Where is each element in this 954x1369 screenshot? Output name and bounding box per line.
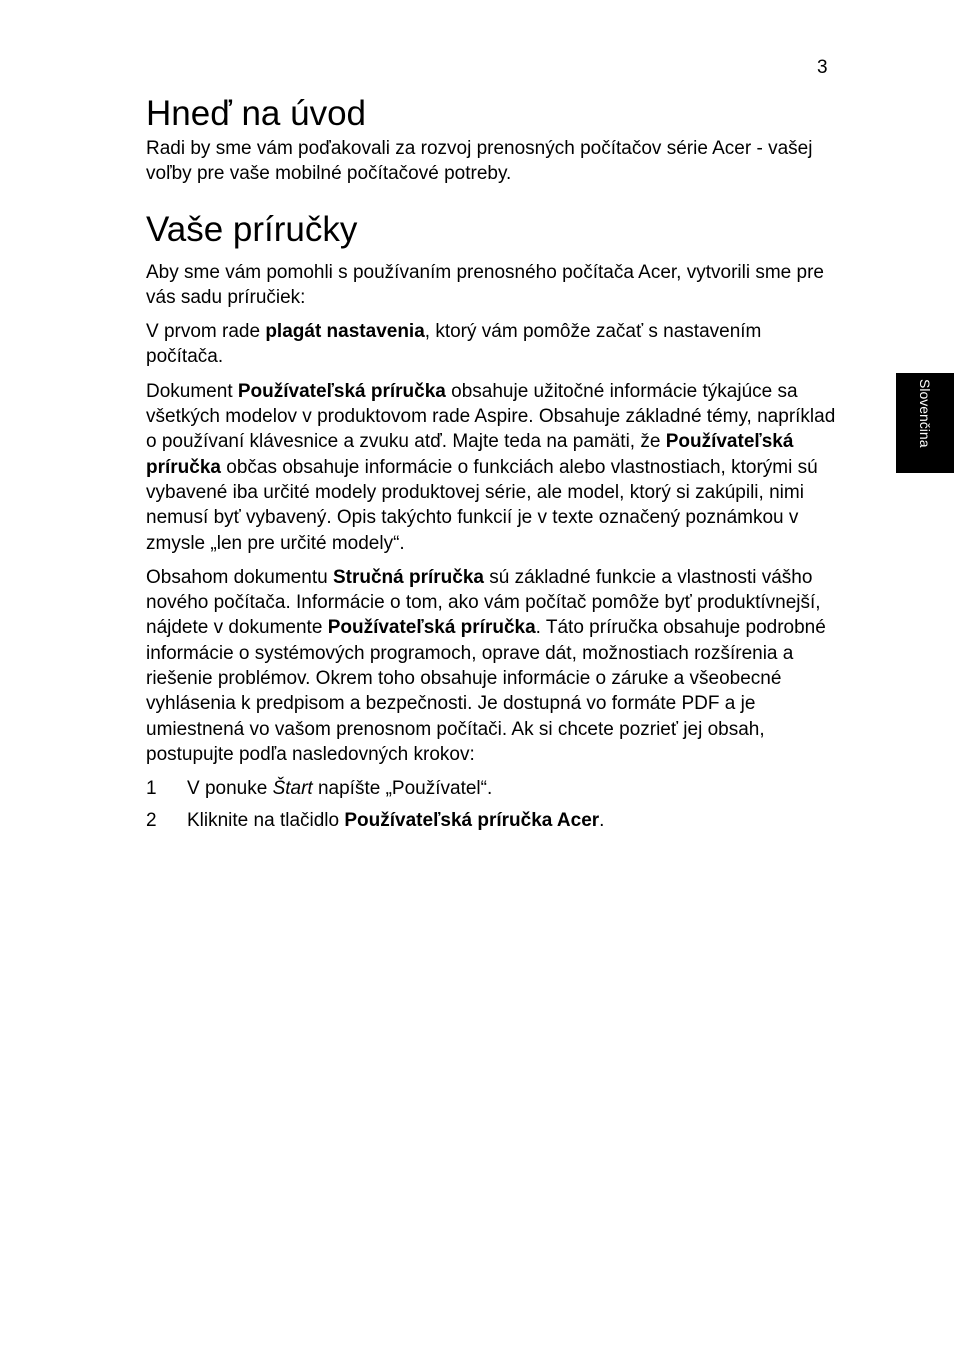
steps-list <box>146 776 836 833</box>
text-run: . <box>599 810 605 832</box>
guides-paragraph-4 <box>146 565 836 767</box>
bold-term-user-guide: Používateľská príručka <box>146 431 794 478</box>
bold-term-setup-poster: plagát nastavenia <box>265 321 425 343</box>
text-run: . Táto príručka obsahuje podrobné informácie o systémových programoch, oprave dát, možnostiach rozšírenia a riešenie problémov. Okrem toho obsahuje informácie o záruke a všeobecné vyhlásenia k predpisom a bezpečnosti. Je dostupná vo formáte PDF a je umiestnená vo vašom prenosnom počítači. Ak si chcete pozrieť jej obsah, postupujte podľa nasledovných krokov: <box>146 617 826 765</box>
text-run: V prvom rade <box>146 321 266 343</box>
text-run: Kliknite na tlačidlo <box>187 810 345 832</box>
text-run: občas obsahuje informácie o funkciách alebo vlastnostiach, ktorými sú vybavené iba určité modely produktovej série, ale model, ktorý si zakúpili, nimi nemusí byť vybavený. Opis takýchto funkcií je v texte označený poznámkou v zmysle „len pre určité modely“. <box>146 456 818 554</box>
section-title-guides: Vaše príručky <box>146 209 358 249</box>
step-text <box>187 808 604 833</box>
text-run: Obsahom dokumentu <box>146 566 333 588</box>
step-text <box>187 776 492 801</box>
italic-term-start: Štart <box>272 778 313 800</box>
section-title-intro: Hneď na úvod <box>146 94 366 133</box>
language-tab-label: Slovenčina <box>917 379 933 448</box>
text-run: obsahuje užitočné informácie týkajúce sa všetkých modelov v produktovom rade Aspire. Obsahuje základné témy, napríklad o používaní klávesnice a zvuku atď. Majte teda na pamäti, že <box>146 380 836 453</box>
text-run: sú základné funkcie a vlastnosti vášho nového počítača. Informácie o tom, ako vám počítač pomôže byť produktívnejší, nájdete v dokumente <box>146 566 821 639</box>
text-run: Dokument <box>146 380 238 402</box>
step-number: 2 <box>146 810 157 832</box>
step-number: 1 <box>146 778 157 800</box>
bold-term-user-guide: Používateľská príručka <box>327 617 536 639</box>
bold-term-quick-guide: Stručná príručka <box>332 566 484 588</box>
step-item <box>146 776 836 801</box>
intro-paragraph: Radi by sme vám poďakovali za rozvoj prenosných počítačov série Acer - vašej voľby pre vaše mobilné počítačové potreby. <box>146 138 813 185</box>
bold-term-acer-user-guide: Používateľská príručka Acer <box>344 810 600 832</box>
language-tab <box>896 373 954 473</box>
guides-paragraph-1: Aby sme vám pomohli s používaním prenosného počítača Acer, vytvorili sme pre vás sadu príručiek: <box>146 261 824 308</box>
step-item <box>146 808 836 833</box>
bold-term-user-guide: Používateľská príručka <box>237 380 446 402</box>
guides-paragraph-3 <box>146 379 836 556</box>
page-content <box>146 92 836 840</box>
guides-paragraph-2 <box>146 319 836 370</box>
text-run: V ponuke <box>187 778 273 800</box>
page-number: 3 <box>817 57 828 78</box>
text-run: napíšte „Používatel“. <box>312 778 493 800</box>
text-run: , ktorý vám pomôže začať s nastavením počítača. <box>146 321 762 368</box>
